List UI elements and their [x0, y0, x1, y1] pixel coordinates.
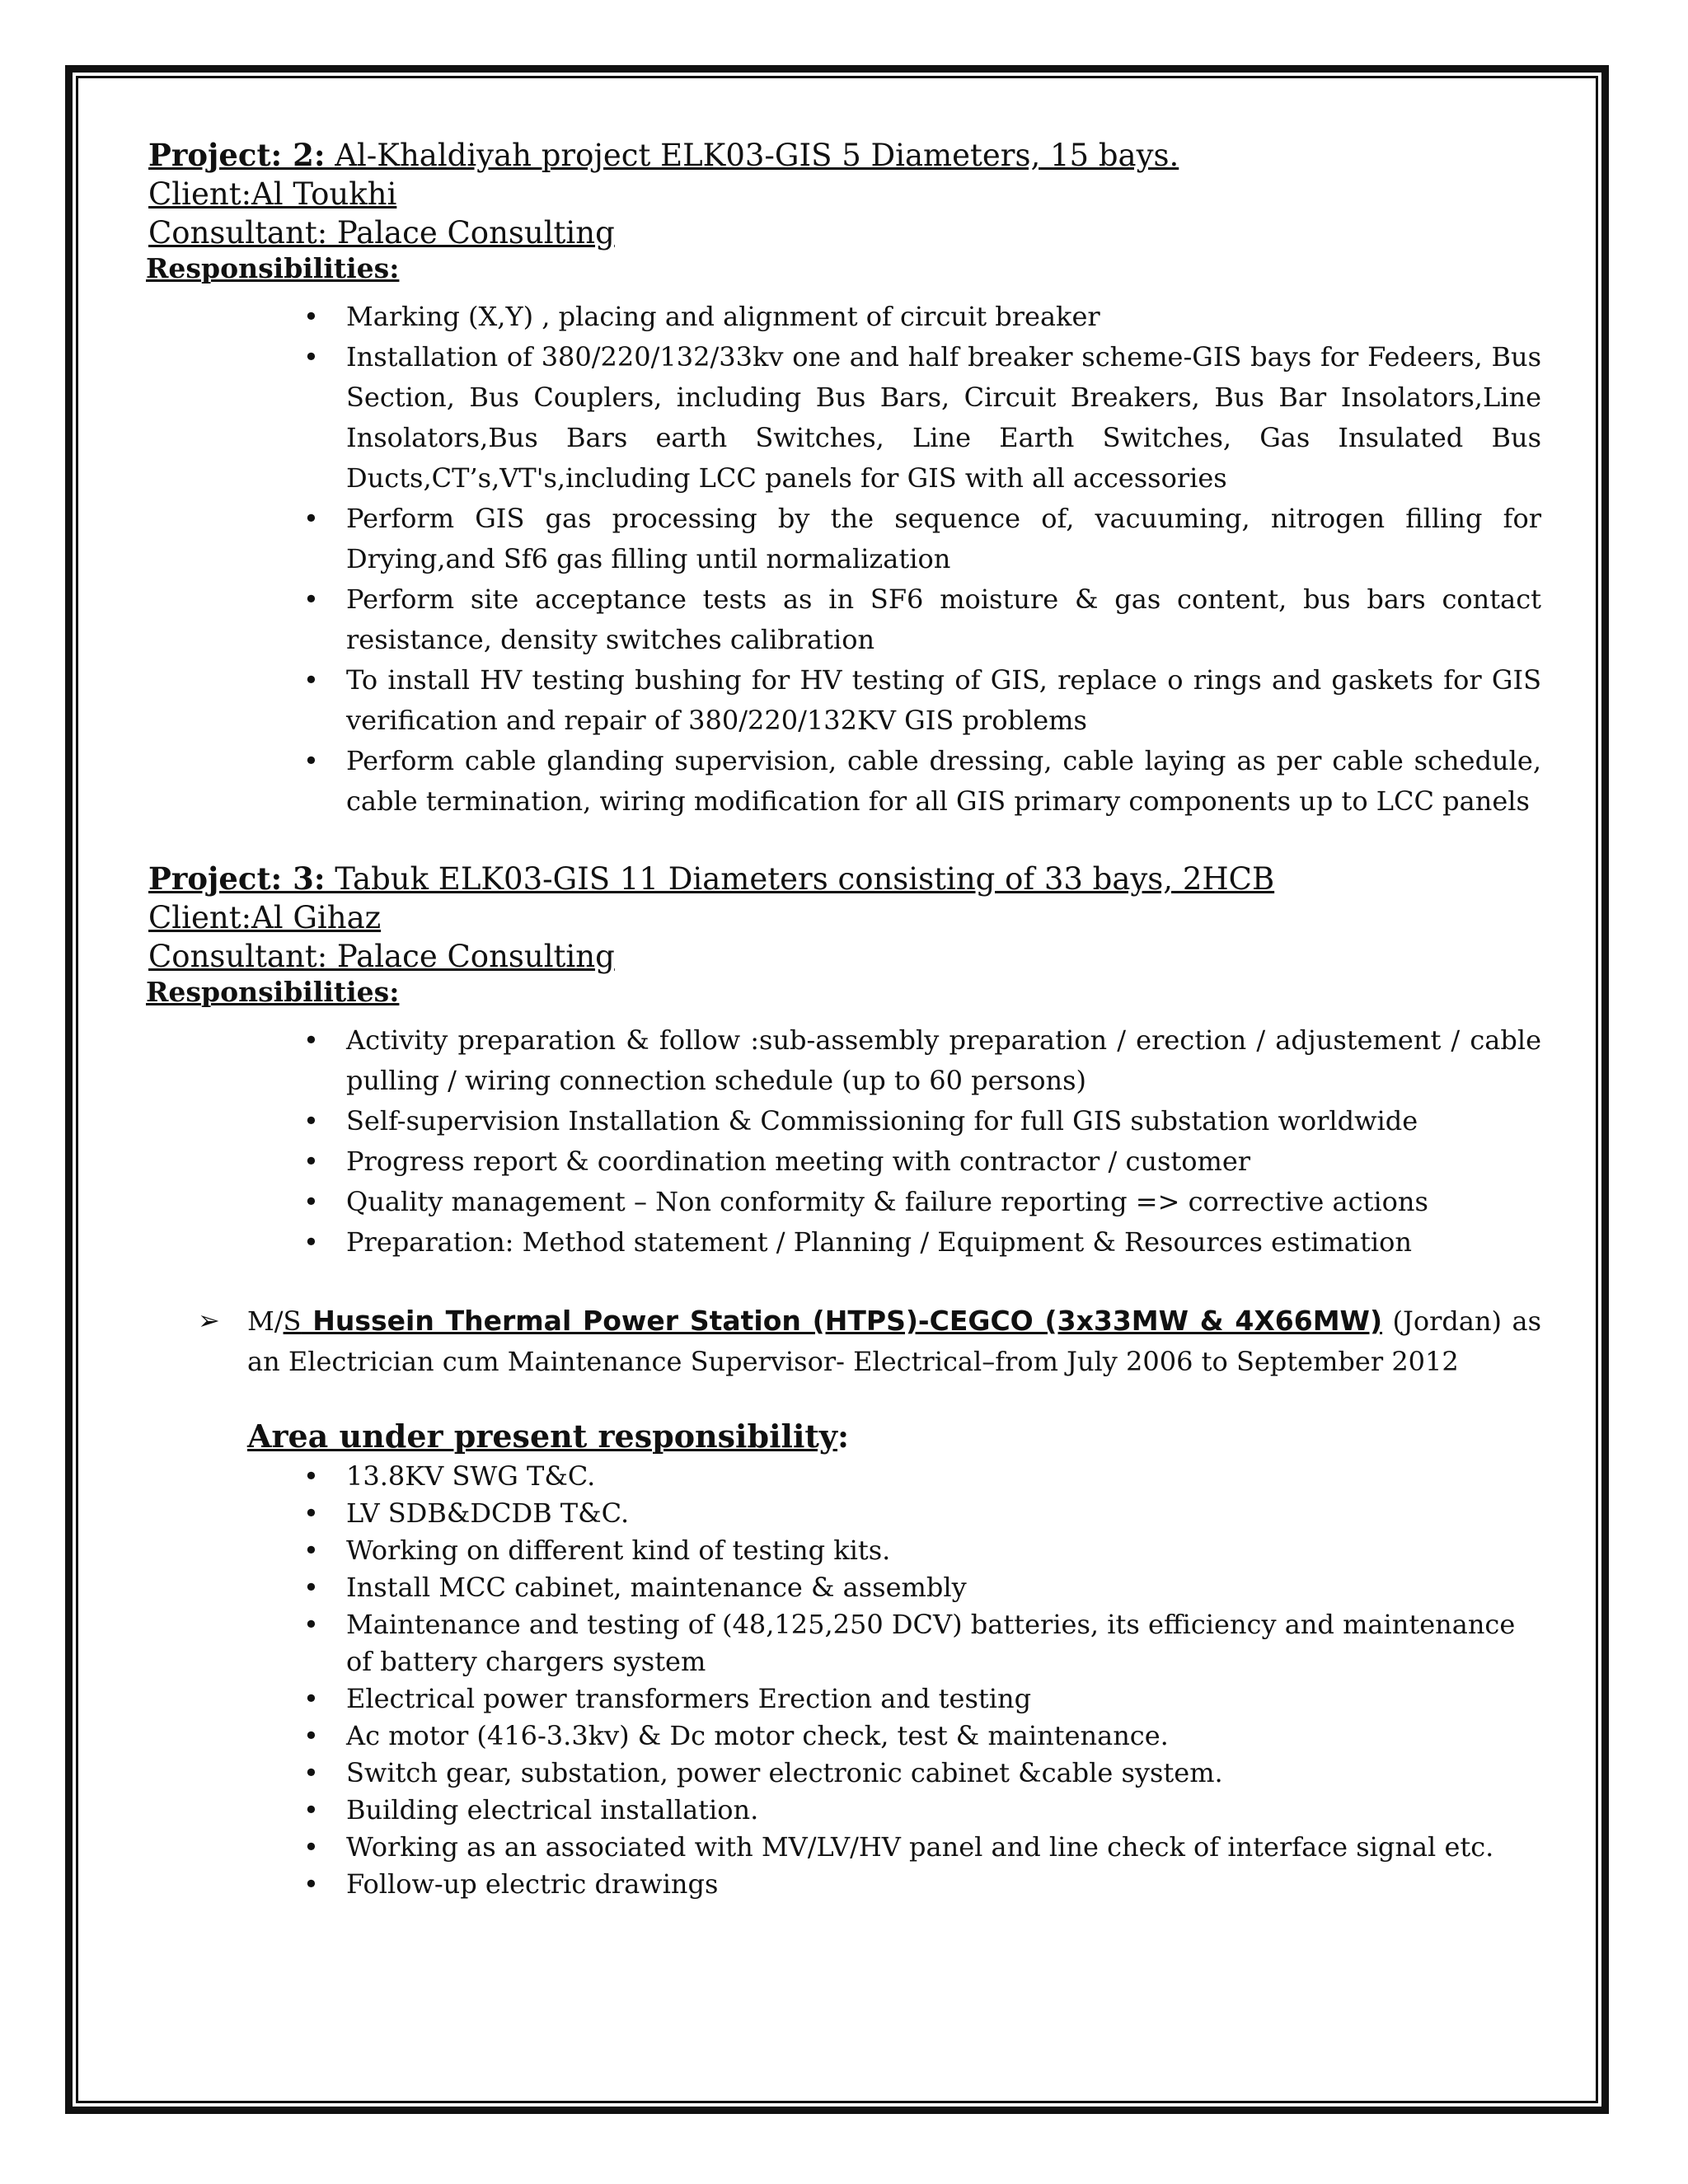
bullet-icon: •	[303, 1460, 319, 1492]
list-item: • Electrical power transformers Erection and testing	[148, 1680, 1541, 1718]
area-responsibility-list	[148, 1458, 1541, 1903]
bullet-icon: •	[303, 1683, 319, 1714]
list-item: • Follow-up electric drawings	[148, 1866, 1541, 1903]
bullet-icon: •	[303, 1609, 319, 1640]
bullet-icon: •	[303, 1226, 319, 1258]
list-item: • Install MCC cabinet, maintenance & assembly	[148, 1569, 1541, 1606]
project-3-section	[148, 860, 1541, 1263]
bullet-icon: •	[303, 664, 319, 696]
area-responsibility-heading: Area under present responsibility:	[247, 1418, 850, 1455]
employment-entry: ➢ M/S Hussein Thermal Power Station (HTPS)-CEGCO (3x33MW & 4X66MW) (Jordan) as an Electrician cum Maintenance Supervisor- Electrical–from July 2006 to September 2012	[148, 1301, 1541, 1382]
bullet-icon: •	[303, 1105, 319, 1137]
list-item: • Installation of 380/220/132/33kv one and half breaker scheme-GIS bays for Fedeers, Bus Section, Bus Couplers, including Bus Bars, Circuit Breakers, Bus Bar Insolators,Line Insolators,Bus Bars earth Switches, Line Earth Switches, Gas Insulated Bus Ducts,CT’s,VT's,including LCC panels for GIS with all accessories	[148, 337, 1541, 499]
list-item: • To install HV testing bushing for HV testing of GIS, replace o rings and gaskets for GIS verification and repair of 380/220/132KV GIS problems	[148, 660, 1541, 741]
bullet-icon: •	[303, 1572, 319, 1603]
bullet-icon: •	[303, 341, 319, 373]
list-item: • Working as an associated with MV/LV/HV panel and line check of interface signal etc.	[148, 1829, 1541, 1866]
bullet-icon: •	[303, 1186, 319, 1217]
list-item: • Perform site acceptance tests as in SF6 moisture & gas content, bus bars contact resistance, density switches calibration	[148, 579, 1541, 660]
list-item: • Working on different kind of testing kits.	[148, 1532, 1541, 1569]
project-2-responsibilities-list	[148, 297, 1541, 822]
project-3-name: Tabuk ELK03-GIS 11 Diameters consisting of 33 bays, 2HCB	[325, 861, 1275, 897]
project-3-client: Client:Al Gihaz	[148, 900, 382, 935]
list-item: • Quality management – Non conformity & failure reporting => corrective actions	[148, 1182, 1541, 1222]
list-item: • Maintenance and testing of (48,125,250 DCV) batteries, its efficiency and maintenance of battery chargers system	[148, 1606, 1541, 1680]
list-item: • Ac motor (416-3.3kv) & Dc motor check, test & maintenance.	[148, 1718, 1541, 1755]
list-item: • Perform GIS gas processing by the sequence of, vacuuming, nitrogen filling for Drying,and Sf6 gas filling until normalization	[148, 499, 1541, 579]
project-2-title	[148, 136, 1541, 175]
bullet-icon: •	[303, 745, 319, 776]
project-3-consultant: Consultant: Palace Consulting	[148, 939, 615, 974]
project-2-label: Project: 2:	[148, 137, 326, 173]
bullet-icon: •	[303, 1535, 319, 1566]
bullet-icon: •	[303, 1757, 319, 1788]
bullet-icon: •	[303, 1024, 319, 1056]
list-item: • Marking (X,Y) , placing and alignment of circuit breaker	[148, 297, 1541, 337]
list-item: • Preparation: Method statement / Planning / Equipment & Resources estimation	[148, 1222, 1541, 1263]
bullet-icon: •	[303, 1868, 319, 1900]
project-3-label: Project: 3:	[148, 860, 326, 897]
list-item: • Switch gear, substation, power electronic cabinet &cable system.	[148, 1755, 1541, 1792]
employment-description: (Jordan) as an Electrician cum Maintenance Supervisor- Electrical–from July 2006 to September 2012	[247, 1305, 1542, 1377]
bullet-icon: •	[303, 1497, 319, 1529]
list-item: • Progress report & coordination meeting with contractor / customer	[148, 1141, 1541, 1182]
bullet-icon: •	[303, 1146, 319, 1177]
arrow-bullet-icon: ➢	[198, 1305, 220, 1336]
employer-name: Hussein Thermal Power Station (HTPS)-CEGCO (3x33MW & 4X66MW)	[301, 1305, 1383, 1337]
list-item: • Self-supervision Installation & Commissioning for full GIS substation worldwide	[148, 1101, 1541, 1141]
project-2-responsibilities-heading: Responsibilities:	[146, 252, 400, 284]
bullet-icon: •	[303, 1831, 319, 1863]
resume-content	[148, 136, 1541, 1903]
list-item: • Activity preparation & follow :sub-assembly preparation / erection / adjustement / cable pulling / wiring connection schedule (up to 60 persons)	[148, 1020, 1541, 1101]
project-3-responsibilities-list	[148, 1020, 1541, 1263]
bullet-icon: •	[303, 503, 319, 534]
bullet-icon: •	[303, 1794, 319, 1825]
project-2-section	[148, 136, 1541, 822]
project-3-title	[148, 860, 1541, 898]
list-item: • 13.8KV SWG T&C.	[148, 1458, 1541, 1495]
project-2-consultant: Consultant: Palace Consulting	[148, 215, 615, 251]
list-item: • LV SDB&DCDB T&C.	[148, 1495, 1541, 1532]
bullet-icon: •	[303, 301, 319, 332]
bullet-icon: •	[303, 583, 319, 615]
list-item: • Building electrical installation.	[148, 1792, 1541, 1829]
bullet-icon: •	[303, 1720, 319, 1751]
employment-section	[148, 1301, 1541, 1903]
list-item: • Perform cable glanding supervision, cable dressing, cable laying as per cable schedule, cable termination, wiring modification for all GIS primary components up to LCC panels	[148, 741, 1541, 822]
project-2-client: Client:Al Toukhi	[148, 176, 397, 212]
project-2-name: Al-Khaldiyah project ELK03-GIS 5 Diameters, 15 bays.	[325, 138, 1179, 173]
project-3-responsibilities-heading: Responsibilities:	[146, 976, 400, 1008]
